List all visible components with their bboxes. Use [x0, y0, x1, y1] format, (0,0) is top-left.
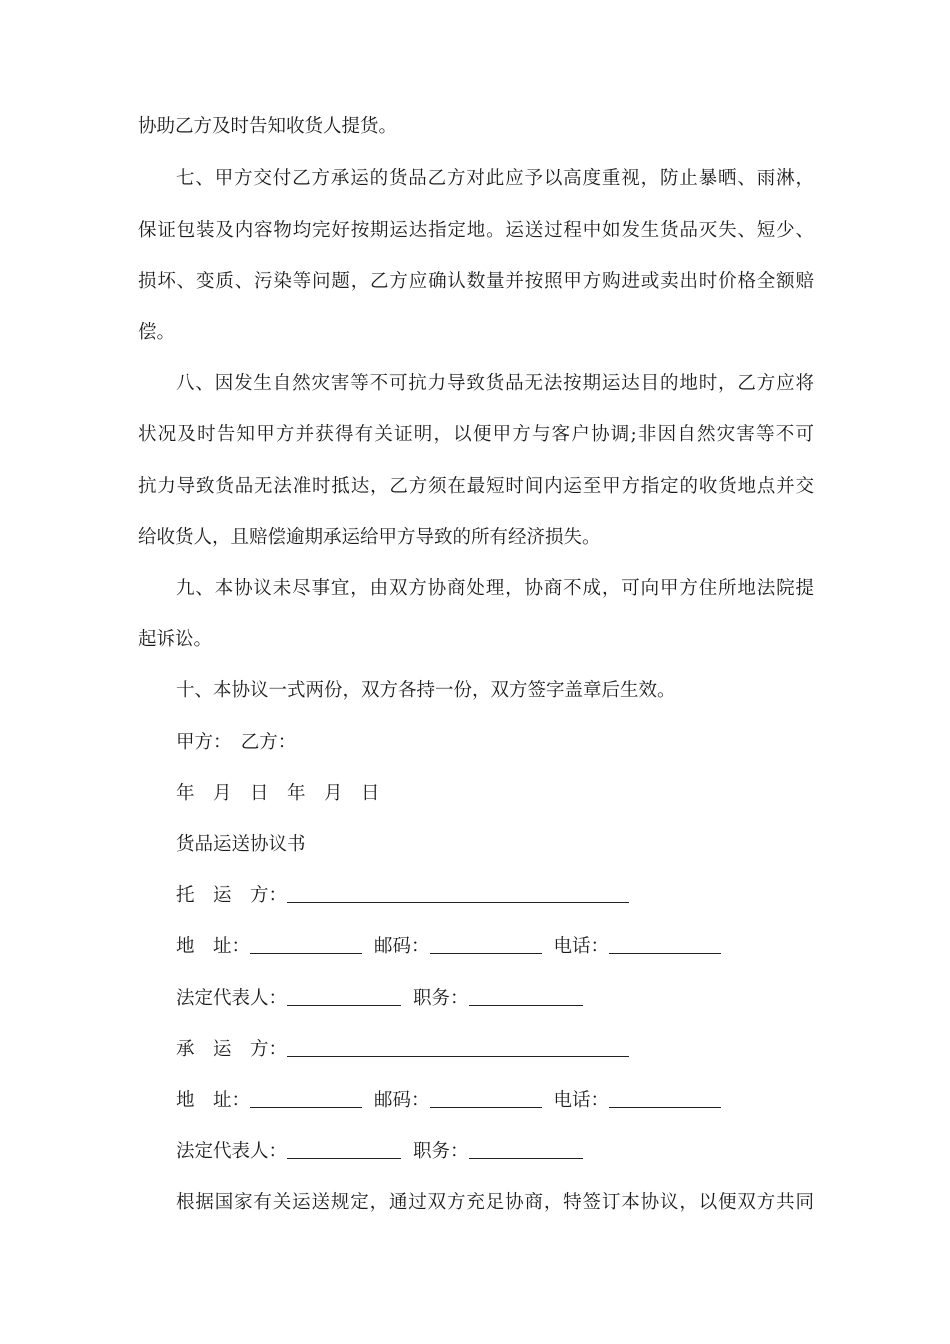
shipper-blank: [287, 884, 629, 903]
signature-parties: 甲方： 乙方：: [176, 732, 297, 753]
paragraph-8-line-2: 状况及时告知甲方并获得有关证明，以便甲方与客户协调;非因自然灾害等不可: [138, 424, 814, 445]
position-blank: [469, 1140, 583, 1159]
carrier-legal-rep-row: [176, 1139, 583, 1165]
paragraph-7-line-2: 保证包装及内容物均完好按期运达指定地。运送过程中如发生货品灭失、短少、: [138, 220, 814, 241]
address-blank: [250, 935, 362, 954]
shipper-label: 托 运 方：: [176, 885, 288, 906]
paragraph-7-line-3: 损坏、变质、污染等问题，乙方应确认数量并按照甲方购进或卖出时价格全额赔: [138, 271, 814, 292]
paragraph-7-line-4: 偿。: [138, 322, 176, 343]
address-label: 地 址：: [176, 1090, 251, 1111]
paragraph-6-tail: 协助乙方及时告知收货人提货。: [138, 116, 398, 137]
signature-dates: 年 月 日 年 月 日: [176, 783, 380, 804]
postcode-blank: [430, 1089, 542, 1108]
carrier-row: [176, 1037, 629, 1063]
address-label: 地 址：: [176, 936, 251, 957]
position-label: 职务：: [413, 988, 469, 1009]
legal-rep-blank: [287, 1140, 401, 1159]
paragraph-9-line-2: 起诉讼。: [138, 629, 213, 650]
legal-rep-label: 法定代表人：: [176, 1141, 288, 1162]
postcode-blank: [430, 935, 542, 954]
address-blank: [250, 1089, 362, 1108]
phone-blank: [609, 935, 721, 954]
intro-paragraph-line-1: 根据国家有关运送规定，通过双方充足协商，特签订本协议，以便双方共同: [176, 1192, 814, 1213]
paragraph-8-line-3: 抗力导致货品无法准时抵达，乙方须在最短时间内运至甲方指定的收货地点并交: [138, 476, 814, 497]
shipper-address-row: [176, 934, 721, 960]
paragraph-7-line-1: 七、甲方交付乙方承运的货品乙方对此应予以高度重视，防止暴晒、雨淋，: [176, 168, 814, 189]
position-blank: [469, 987, 583, 1006]
legal-rep-blank: [287, 987, 401, 1006]
postcode-label: 邮码：: [374, 1090, 430, 1111]
paragraph-9-line-1: 九、本协议未尽事宜，由双方协商处理，协商不成，可向甲方住所地法院提: [176, 578, 814, 599]
shipper-row: [176, 883, 629, 909]
phone-blank: [609, 1089, 721, 1108]
postcode-label: 邮码：: [374, 936, 430, 957]
paragraph-10: 十、本协议一式两份，双方各持一份，双方签字盖章后生效。: [176, 680, 676, 701]
phone-label: 电话：: [553, 936, 610, 957]
paragraph-8-line-1: 八、因发生自然灾害等不可抗力导致货品无法按期运达目的地时，乙方应将: [176, 373, 814, 394]
position-label: 职务：: [413, 1141, 469, 1162]
carrier-label: 承 运 方：: [176, 1039, 288, 1060]
phone-label: 电话：: [553, 1090, 610, 1111]
carrier-blank: [287, 1038, 629, 1057]
legal-rep-label: 法定代表人：: [176, 988, 288, 1009]
shipper-legal-rep-row: [176, 986, 583, 1012]
form-title: 货品运送协议书: [176, 834, 306, 855]
paragraph-8-line-4: 给收货人，且赔偿逾期承运给甲方导致的所有经济损失。: [138, 527, 601, 548]
carrier-address-row: [176, 1088, 721, 1114]
